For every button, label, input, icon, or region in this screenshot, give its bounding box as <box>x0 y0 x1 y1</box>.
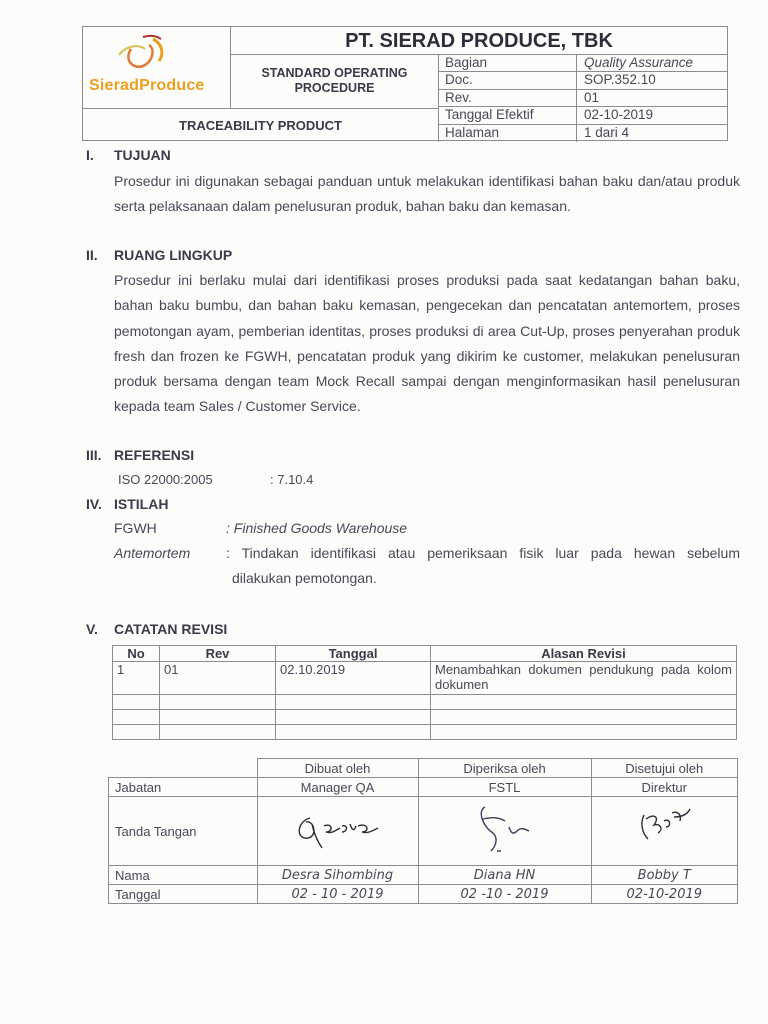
table-row <box>113 662 737 695</box>
section-title: REFERENSI <box>114 447 195 463</box>
section-title: ISTILAH <box>114 496 169 512</box>
approval-header-row <box>109 759 738 778</box>
meta-key: Tanggal Efektif <box>439 107 577 123</box>
row-label: Jabatan <box>109 778 258 797</box>
column-header: Diperiksa oleh <box>418 759 591 778</box>
section-heading-referensi <box>86 447 194 463</box>
cell-rev: 01 <box>160 662 276 695</box>
term-antemortem-definition: : Tindakan identifikasi atau pemeriksaan fisik luar pada hewan sebelum <box>226 545 740 561</box>
approval-table <box>108 758 738 904</box>
meta-key: Bagian <box>439 55 577 71</box>
document-title: TRACEABILITY PRODUCT <box>83 109 439 142</box>
cell-alasan: Menambahkan dokumen pendukung pada kolom dokumen <box>431 662 737 695</box>
tanggal-value: 02 -10 - 2019 <box>418 885 591 904</box>
signature-image <box>591 797 738 866</box>
company-name: PT. SIERAD PRODUCE, TBK <box>231 27 727 55</box>
sierad-logo-icon <box>83 27 229 107</box>
section-title: RUANG LINGKUP <box>114 247 233 263</box>
jabatan-value: Manager QA <box>257 778 418 797</box>
reference-name: ISO 22000:2005 <box>118 472 213 487</box>
cell-tanggal: 02.10.2019 <box>276 662 431 695</box>
meta-row-halaman <box>439 125 727 142</box>
meta-key: Doc. <box>439 72 577 88</box>
revision-table <box>112 645 737 740</box>
approval-row-tanggal <box>109 885 738 904</box>
tanggal-value: 02 - 10 - 2019 <box>257 885 418 904</box>
table-row-empty <box>113 710 737 725</box>
sop-label-line2: PROCEDURE <box>294 81 375 95</box>
handwritten-signature-icon <box>288 804 388 854</box>
column-header: Rev <box>160 646 276 662</box>
nama-value: Diana HN <box>418 866 591 885</box>
meta-key: Halaman <box>439 125 577 142</box>
meta-value: Quality Assurance <box>584 55 694 70</box>
section-title: CATATAN REVISI <box>114 621 228 637</box>
tanggal-value: 02-10-2019 <box>591 885 738 904</box>
approval-row-jabatan <box>109 778 738 797</box>
nama-value: Bobby T <box>591 866 738 885</box>
revision-table-header <box>113 646 737 662</box>
section-text-tujuan: Prosedur ini digunakan sebagai panduan untuk melakukan identifikasi bahan baku dan/atau produk serta pelaksanaan dalam penelusuran produk, bahan baku dan kemasan. <box>114 173 740 215</box>
document-meta <box>439 55 727 140</box>
column-header: Tanggal <box>276 646 431 662</box>
meta-value: 1 dari 4 <box>584 124 630 140</box>
section-heading-catatan-revisi <box>86 621 227 637</box>
signature-image <box>257 797 418 866</box>
reference-value: : 7.10.4 <box>270 472 314 487</box>
jabatan-value: Direktur <box>591 778 738 797</box>
handwritten-signature-icon <box>455 799 555 859</box>
term-antemortem: Antemortem <box>114 545 191 561</box>
term-antemortem-definition-cont: dilakukan pemotongan. <box>232 570 377 586</box>
logo-text: SieradProduce <box>89 77 205 94</box>
section-heading-tujuan <box>86 147 171 163</box>
meta-row-rev <box>439 90 727 107</box>
nama-value: Desra Sihombing <box>257 866 418 885</box>
meta-value: SOP.352.10 <box>584 72 656 88</box>
approval-row-nama <box>109 866 738 885</box>
section-title: TUJUAN <box>114 147 171 163</box>
section-number: II. <box>86 247 98 263</box>
meta-value: 01 <box>584 89 600 105</box>
row-label: Nama <box>109 866 258 885</box>
table-row-empty <box>113 695 737 710</box>
column-header: Dibuat oleh <box>257 759 418 778</box>
row-label: Tanggal <box>109 885 258 904</box>
meta-row-bagian <box>439 55 727 72</box>
jabatan-value: FSTL <box>418 778 591 797</box>
column-header: Disetujui oleh <box>591 759 738 778</box>
cell-no: 1 <box>113 662 160 695</box>
section-heading-ruang-lingkup <box>86 247 232 263</box>
meta-value: 02-10-2019 <box>584 107 654 123</box>
term-fgwh-definition: : Finished Goods Warehouse <box>226 520 408 536</box>
column-header: Alasan Revisi <box>431 646 737 662</box>
meta-row-doc <box>439 72 727 89</box>
section-number: I. <box>86 147 94 163</box>
term-fgwh: FGWH <box>114 520 157 536</box>
section-number: V. <box>86 621 98 637</box>
section-text-ruang-lingkup: Prosedur ini berlaku mulai dari identifikasi proses produksi pada saat kedatangan bahan baku, bahan baku bumbu, dan bahan baku kemasan, pengecekan dan pencatatan antemortem, proses pemotongan ayam, pemberian identitas, proses produksi di area Cut-Up, proses penyerahan produk fresh dan frozen ke FGWH, pencatatan produk yang dikirim ke customer, melakukan penelusuran produk bersama dengan team Mock Recall sampai dengan menginformasikan hasil penelusuran kepada team Sales / Customer Service. <box>114 272 740 415</box>
section-heading-istilah <box>86 496 168 512</box>
meta-key: Rev. <box>439 90 577 106</box>
sop-label <box>231 55 439 109</box>
section-number: IV. <box>86 496 102 512</box>
section-number: III. <box>86 447 102 463</box>
column-header: No <box>113 646 160 662</box>
handwritten-signature-icon <box>614 799 714 859</box>
company-logo <box>83 27 231 109</box>
sop-label-line1: STANDARD OPERATING <box>261 66 408 80</box>
signature-image <box>418 797 591 866</box>
document-header <box>82 26 728 141</box>
approval-row-tanda-tangan <box>109 797 738 866</box>
row-label: Tanda Tangan <box>109 797 258 866</box>
table-row-empty <box>113 725 737 740</box>
meta-row-tanggal-efektif <box>439 107 727 124</box>
